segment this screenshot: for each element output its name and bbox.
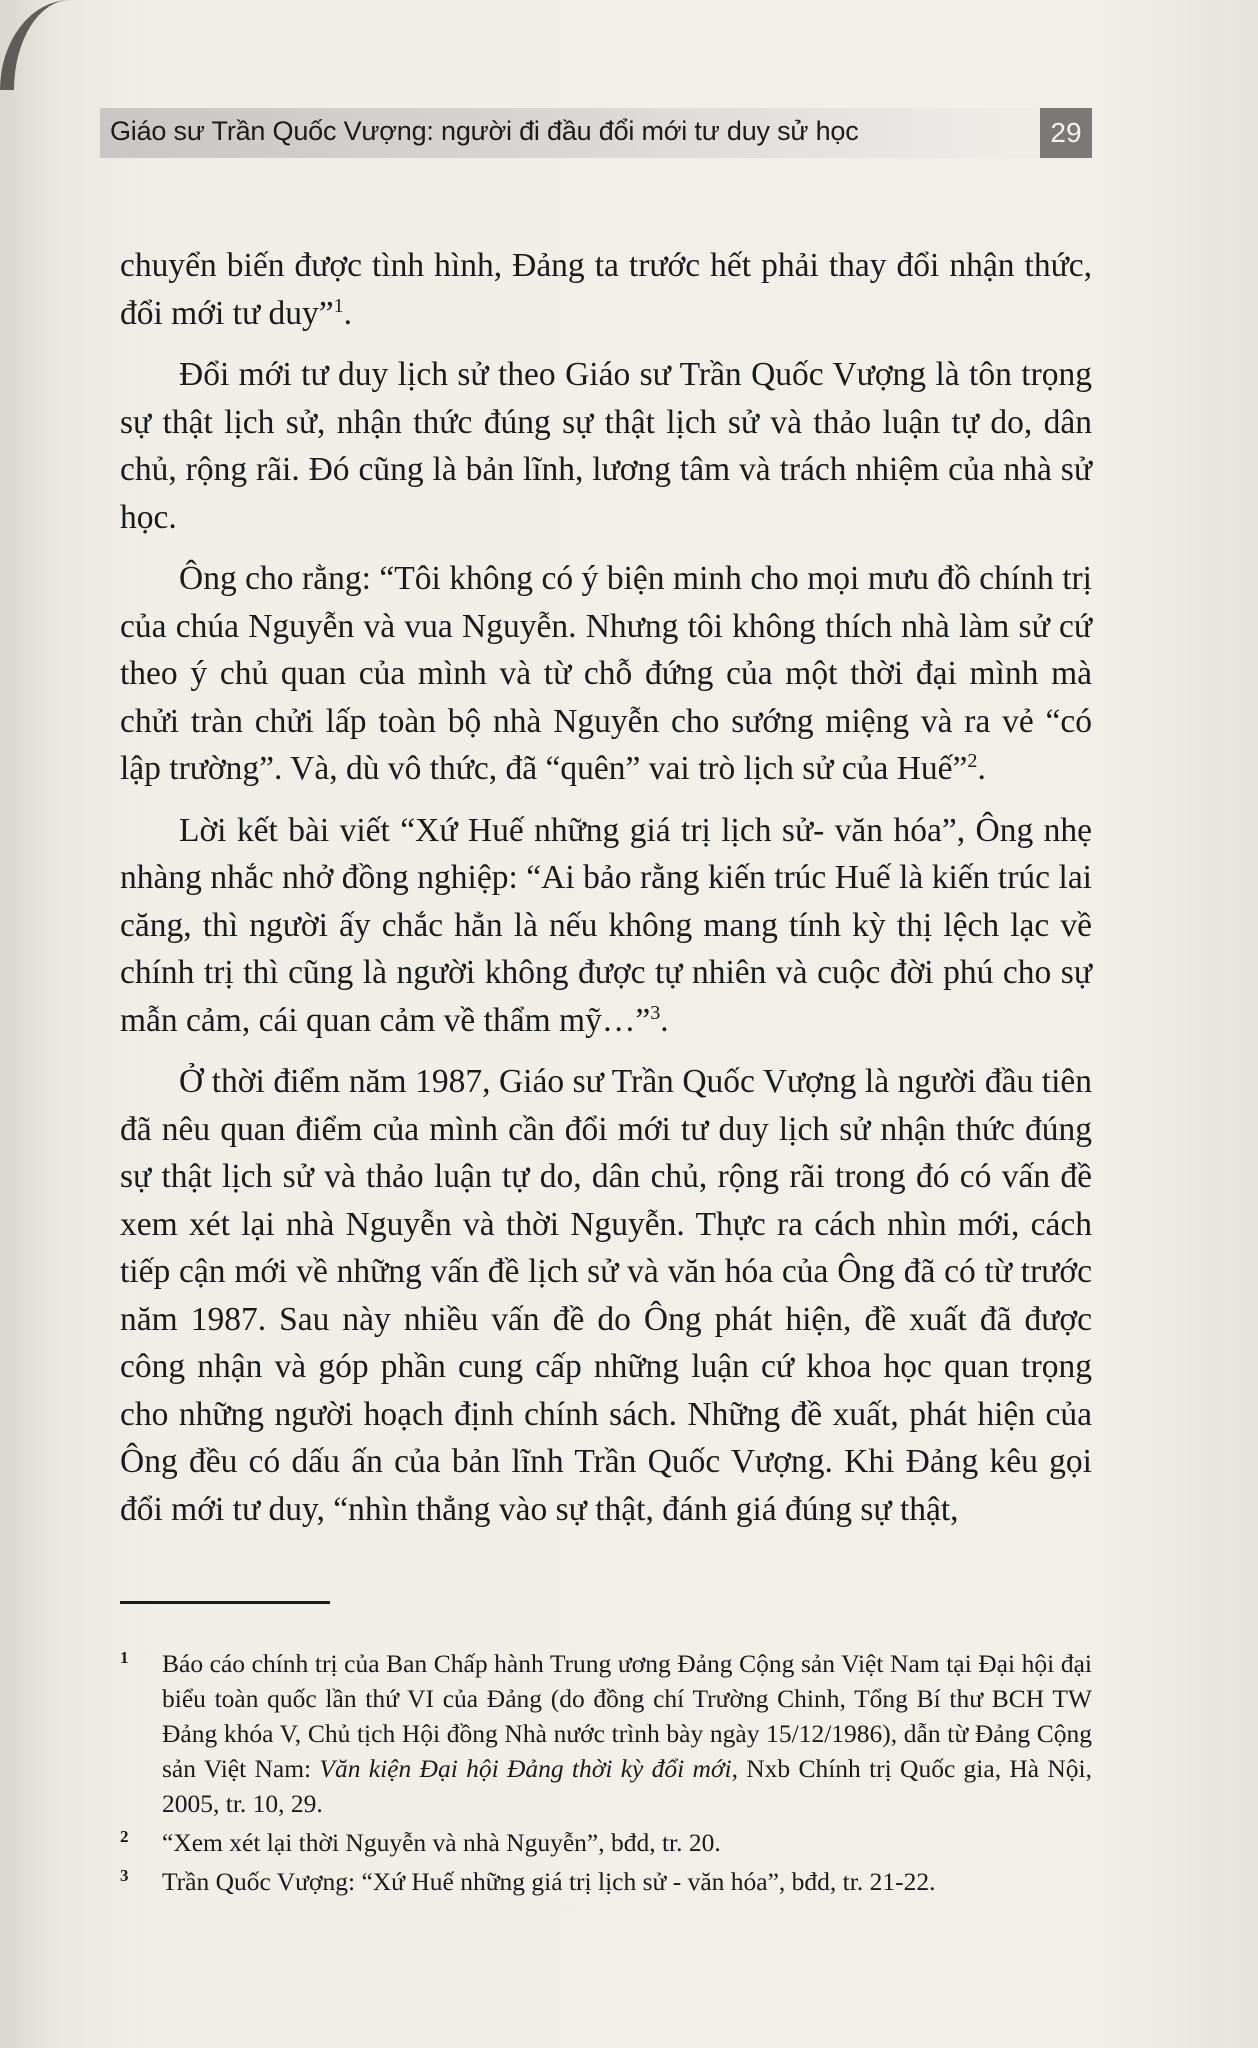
footnote-ref: 1 — [333, 294, 344, 317]
footnote-divider — [120, 1601, 330, 1604]
footnote-text: “Xem xét lại thời Nguyễn và nhà Nguyễn”, bđd, tr. 20. — [162, 1828, 721, 1857]
footnote-text: Trần Quốc Vượng: “Xứ Huế những giá trị lịch sử - văn hóa”, bđd, tr. 21-22. — [162, 1867, 936, 1896]
footnote-number: 2 — [120, 1827, 129, 1846]
page-corner-shadow — [0, 0, 84, 90]
paragraph: chuyển biến được tình hình, Đảng ta trước hết phải thay đổi nhận thức, đổi mới tư duy”$^1$. — [120, 247, 1092, 332]
paragraph: Đổi mới tư duy lịch sử theo Giáo sư Trần Quốc Vượng là tôn trọng sự thật lịch sử, nhận thức đúng sự thật lịch sử và thảo luận tự do, dân chủ, rộng rãi. Đó cũng là bản lĩnh, lương tâm và trách nhiệm của nhà sử học. — [120, 356, 1092, 536]
page-number: 29 — [1040, 108, 1092, 158]
footnote — [120, 1646, 1092, 1821]
footnote — [120, 1825, 1092, 1860]
footnote-number: 3 — [120, 1866, 129, 1885]
paragraph: Ông cho rằng: “Tôi không có ý biện minh cho mọi mưu đồ chính trị của chúa Nguyễn và vua Nguyễn. Nhưng tôi không thích nhà làm sử cứ theo ý chủ quan của mình và từ chỗ đứng của một thời đại mình mà chửi tràn chửi lấp toàn bộ nhà Nguyễn cho sướng miệng và ra vẻ “có lập trường”. Và, dù vô thức, đã “quên” vai trò lịch sử của Huế”$^2$. — [120, 560, 1092, 787]
footnotes — [120, 1646, 1092, 1903]
footnote-text: Báo cáo chính trị của Ban Chấp hành Trung ương Đảng Cộng sản Việt Nam tại Đại hội đại biểu toàn quốc lần thứ VI của Đảng (do đồng chí Trường Chinh, Tổng Bí thư BCH TW Đảng khóa V, Chủ tịch Hội đồng Nhà nước trình bày ngày 15/12/1986), dẫn từ Đảng Cộng sản Việt Nam: Văn kiện Đại hội Đảng thời kỳ đổi mới, Nxb Chính trị Quốc gia, Hà Nội, 2005, tr. 10, 29. — [162, 1649, 1093, 1818]
paragraph: Ở thời điểm năm 1987, Giáo sư Trần Quốc Vượng là người đầu tiên đã nêu quan điểm của mình cần đổi mới tư duy lịch sử nhận thức đúng sự thật lịch sử và thảo luận tự do, dân chủ, rộng rãi trong đó có vấn đề xem xét lại nhà Nguyễn và thời Nguyễn. Thực ra cách nhìn mới, cách tiếp cận mới về những vấn đề lịch sử và văn hóa của Ông đã có từ trước năm 1987. Sau này nhiều vấn đề do Ông phát hiện, đề xuất đã được công nhận và góp phần cung cấp những luận cứ khoa học quan trọng cho những người hoạch định chính sách. Những đề xuất, phát hiện của Ông đều có dấu ấn của bản lĩnh Trần Quốc Vượng. Khi Đảng kêu gọi đổi mới tư duy, “nhìn thẳng vào sự thật, đánh giá đúng sự thật, — [120, 1063, 1092, 1528]
footnote-ref: 2 — [967, 749, 978, 772]
footnote — [120, 1864, 1092, 1899]
footnote-number: 1 — [120, 1648, 129, 1667]
body-text — [120, 242, 1092, 1547]
paragraph: Lời kết bài viết “Xứ Huế những giá trị lịch sử- văn hóa”, Ông nhẹ nhàng nhắc nhở đồng nghiệp: “Ai bảo rằng kiến trúc Huế là kiến trúc lai căng, thì người ấy chắc hẳn là nếu không mang tính kỳ thị lệch lạc về chính trị thì cũng là người không được tự nhiên và cuộc đời phú cho sự mẫn cảm, cái quan cảm về thẩm mỹ…”$^3$. — [120, 811, 1092, 1039]
footnote-ref: 3 — [650, 1001, 661, 1024]
running-header — [100, 108, 1092, 158]
running-header-title: Giáo sư Trần Quốc Vượng: người đi đầu đổi mới tư duy sử học — [110, 116, 859, 146]
